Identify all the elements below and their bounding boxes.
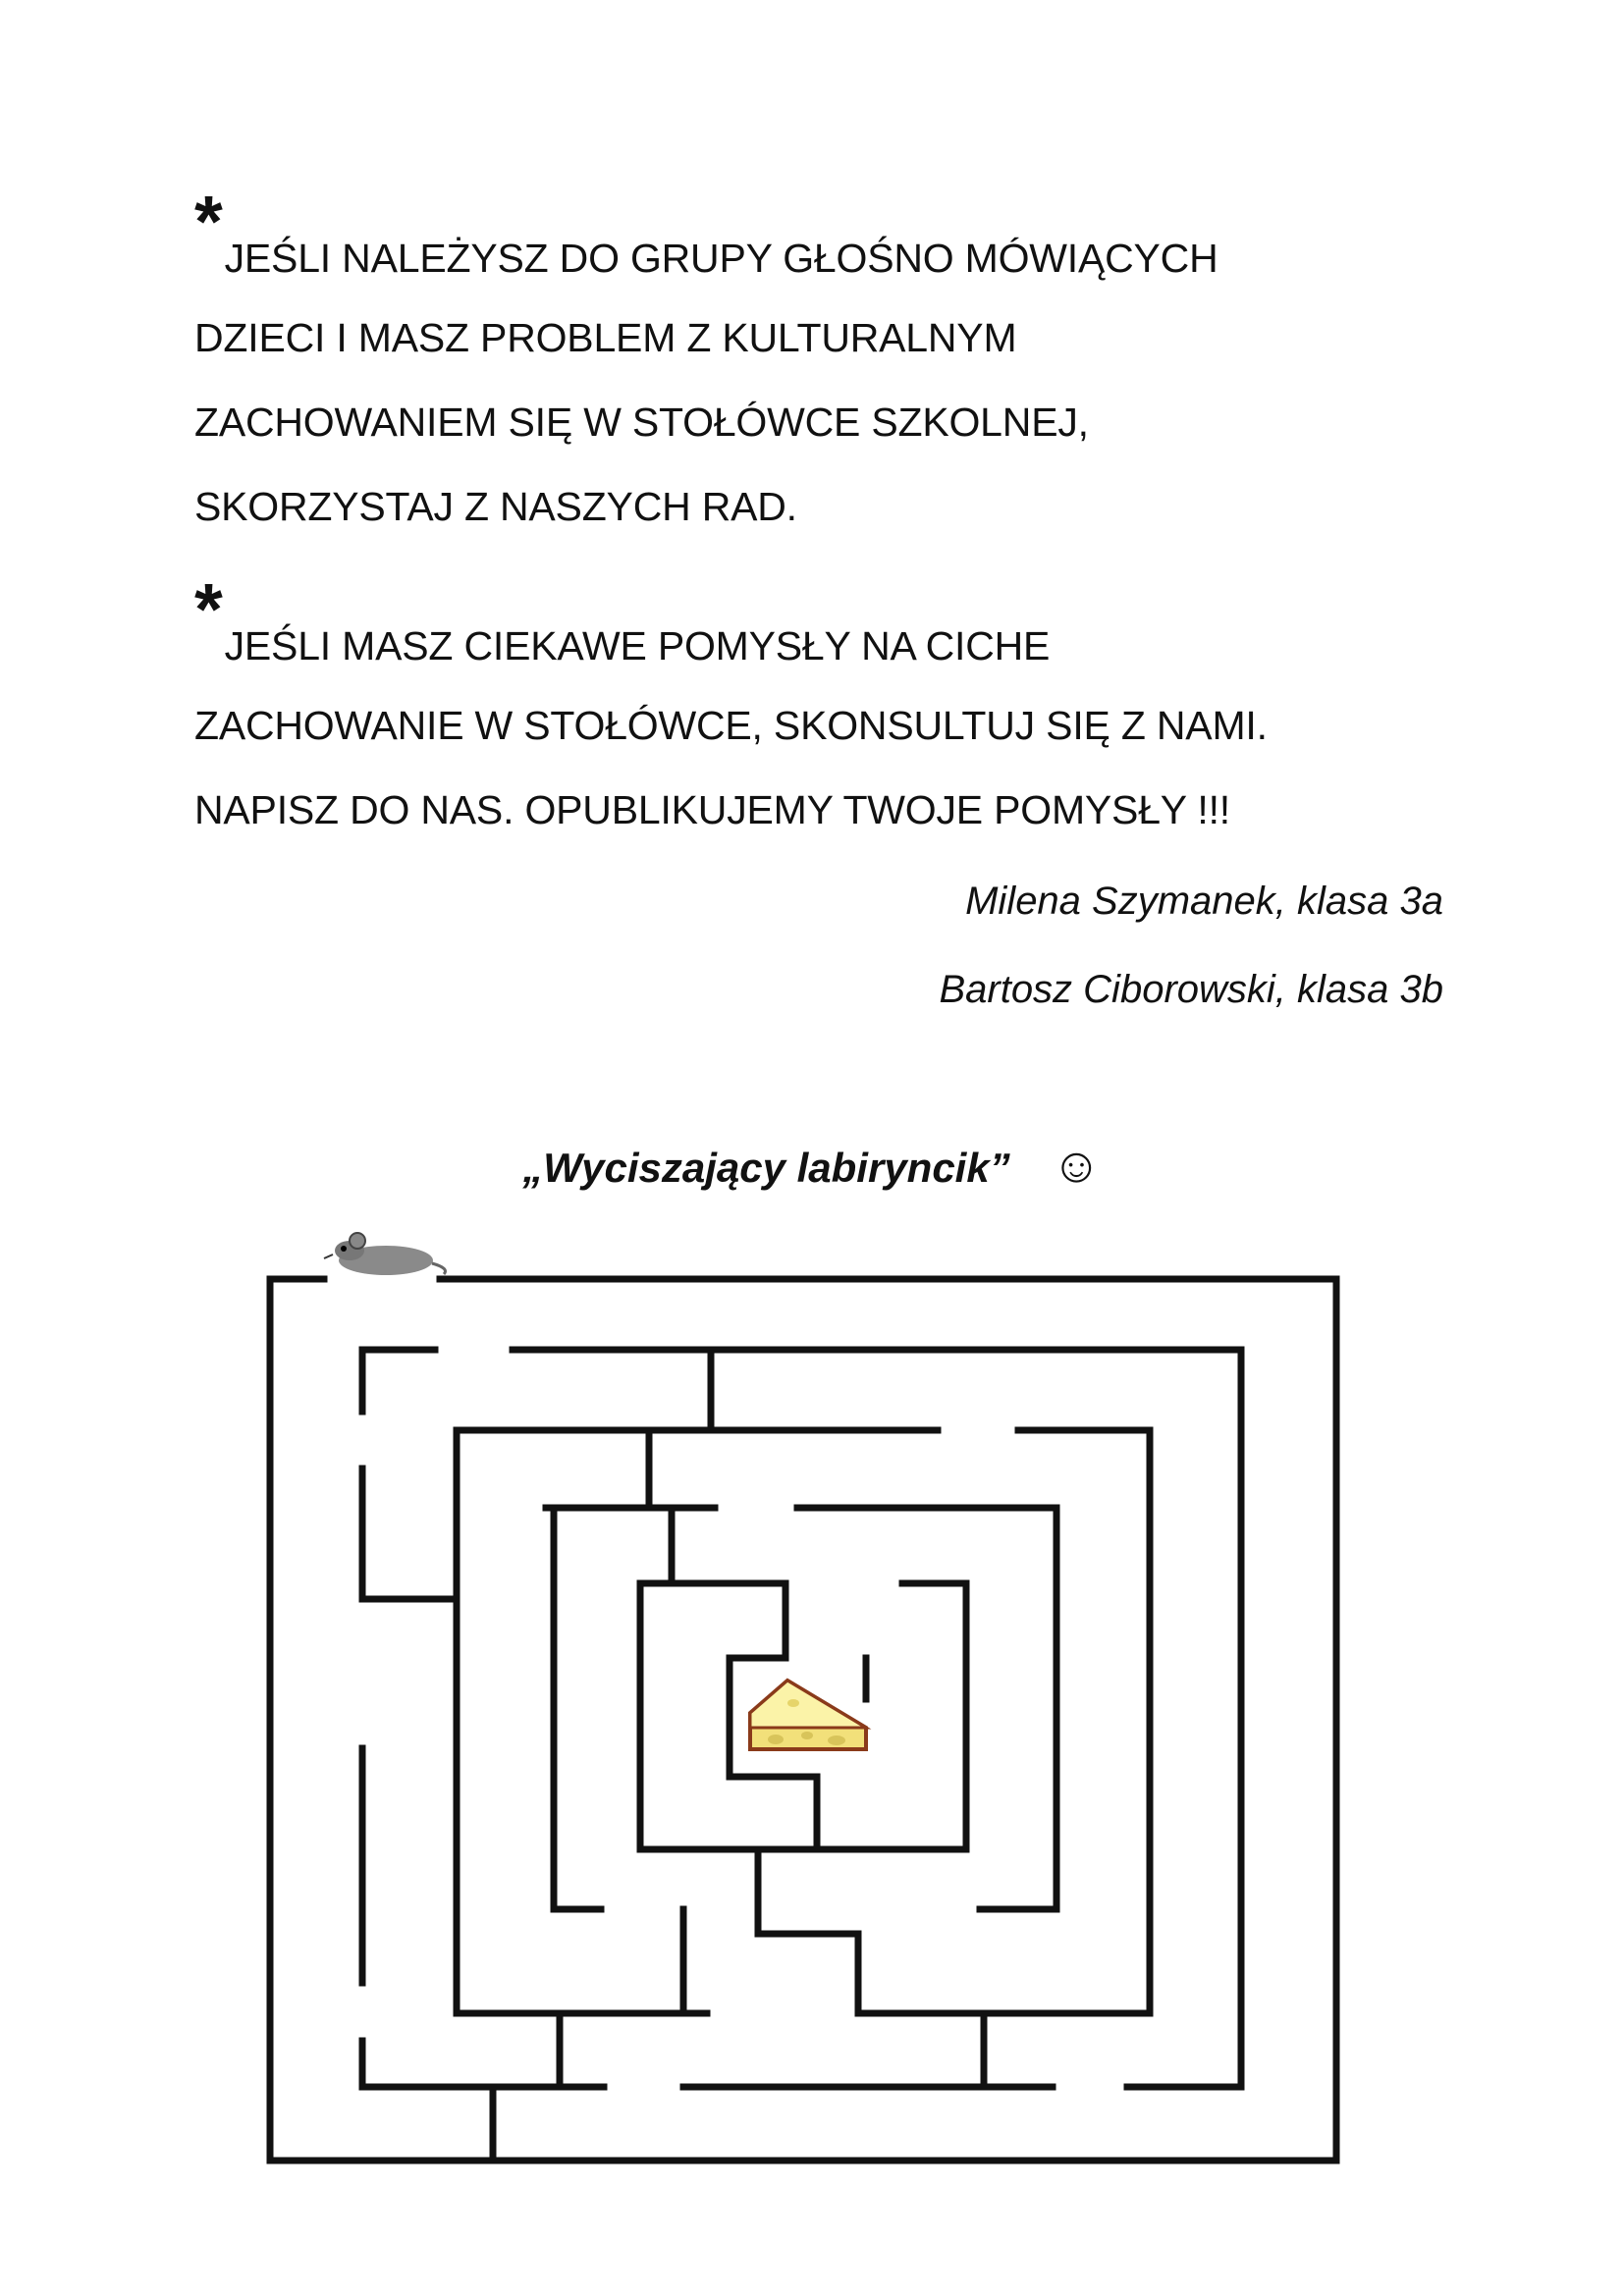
paragraph-line: ZACHOWANIEM SIĘ W STOŁÓWCE SZKOLNEJ, xyxy=(194,400,1089,445)
paragraph-line: ZACHOWANIE W STOŁÓWCE, SKONSULTUJ SIĘ Z NAMI. xyxy=(194,703,1268,748)
maze-wall xyxy=(554,1508,601,1909)
maze-wall xyxy=(758,1849,858,1934)
paragraph-line: *JEŚLI MASZ CIEKAWE POMYSŁY NA CICHE xyxy=(194,568,1051,668)
paragraph-line: *JEŚLI NALEŻYSZ DO GRUPY GŁOŚNO MÓWIĄCYCH xyxy=(194,181,1218,281)
mouse-icon xyxy=(324,1233,446,1275)
smiley-icon: ☺ xyxy=(1051,1138,1102,1193)
asterisk-bullet: * xyxy=(194,568,223,650)
maze-wall xyxy=(362,2041,604,2087)
signature-milena: Milena Szymanek, klasa 3a xyxy=(965,880,1443,923)
paragraph-line: NAPISZ DO NAS. OPUBLIKUJEMY TWOJE POMYSŁY !!! xyxy=(194,787,1230,832)
maze-title-text: „Wyciszający labiryncik” xyxy=(522,1145,1010,1191)
asterisk-bullet: * xyxy=(194,181,223,262)
signature-bartosz: Bartosz Ciborowski, klasa 3b xyxy=(939,968,1443,1011)
maze-wall xyxy=(362,1350,435,1412)
cheese-icon xyxy=(750,1681,866,1749)
paragraph-line: SKORZYSTAJ Z NASZYCH RAD. xyxy=(194,484,797,529)
paragraph-line: DZIECI I MASZ PROBLEM Z KULTURALNYM xyxy=(194,315,1017,360)
maze-wall xyxy=(730,1658,817,1849)
maze-wall xyxy=(513,1350,1241,2087)
maze-wall xyxy=(457,1430,938,2013)
maze-wall xyxy=(858,1430,1150,2013)
